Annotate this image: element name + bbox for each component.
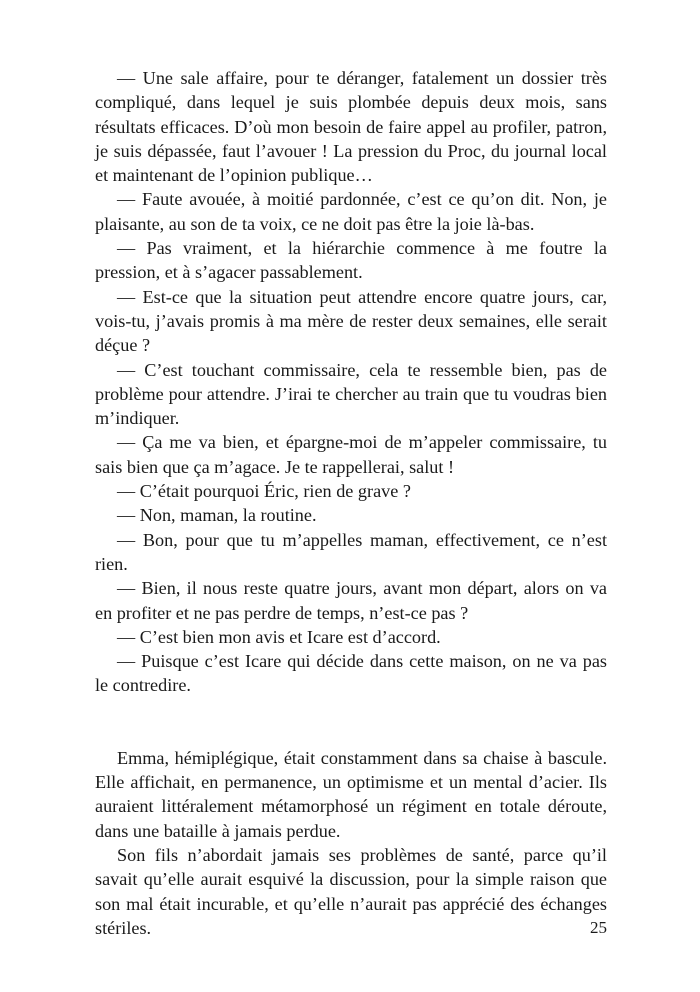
narration-paragraph-2: Son fils n’abordait jamais ses problèmes de santé, parce qu’il savait qu’elle aurait esquivé la discussion, pour la simple raison que son mal était incurable, et qu’elle n’aurait pas apprécié des échanges stériles. bbox=[95, 844, 607, 938]
dialogue-line-10: — Bien, il nous reste quatre jours, avant mon départ, alors on va en profiter et ne pas perdre de temps, n’est-ce pas ? bbox=[95, 578, 607, 623]
dialogue-line-12: — Puisque c’est Icare qui décide dans cette maison, on ne va pas le contredire. bbox=[95, 651, 607, 696]
dialogue-line-9: — Bon, pour que tu m’appelles maman, effectivement, ce n’est rien. bbox=[95, 529, 607, 574]
section-break bbox=[95, 698, 607, 746]
dialogue-line-11: — C’est bien mon avis et Icare est d’accord. bbox=[117, 626, 441, 647]
page-body bbox=[95, 66, 607, 940]
dialogue-line-7: — C’était pourquoi Éric, rien de grave ? bbox=[117, 481, 411, 502]
narration-paragraph-1: Emma, hémiplégique, était constamment dans sa chaise à bascule. Elle affichait, en permanence, un optimisme et un mental d’acier. Ils auraient littéralement métamorphosé un régiment en totale déroute, dans une bataille à jamais perdue. bbox=[95, 747, 607, 841]
dialogue-line-1: — Une sale affaire, pour te déranger, fatalement un dossier très compliqué, dans lequel je suis plombée depuis deux mois, sans résultats efficaces. D’où mon besoin de faire appel au profiler, patron, je suis dépassée, faut l’avouer ! La pression du Proc, du journal local et maintenant de l’opinion publique… bbox=[95, 68, 607, 186]
dialogue-line-4: — Est-ce que la situation peut attendre encore quatre jours, car, vois-tu, j’avais promis à ma mère de rester deux semaines, elle serait déçue ? bbox=[95, 286, 607, 356]
page-number: 25 bbox=[590, 918, 607, 937]
dialogue-line-3: — Pas vraiment, et la hiérarchie commence à me foutre la pression, et à s’agacer passablement. bbox=[95, 238, 607, 283]
dialogue-line-8: — Non, maman, la routine. bbox=[117, 505, 317, 526]
dialogue-line-2: — Faute avouée, à moitié pardonnée, c’est ce qu’on dit. Non, je plaisante, au son de ta voix, ce ne doit pas être la joie là-bas. bbox=[95, 189, 607, 234]
dialogue-line-5: — C’est touchant commissaire, cela te ressemble bien, pas de problème pour attendre. J’irai te chercher au train que tu voudras bien m’indiquer. bbox=[95, 359, 607, 429]
dialogue-line-6: — Ça me va bien, et épargne-moi de m’appeler commissaire, tu sais bien que ça m’agace. Je te rappellerai, salut ! bbox=[95, 432, 607, 477]
